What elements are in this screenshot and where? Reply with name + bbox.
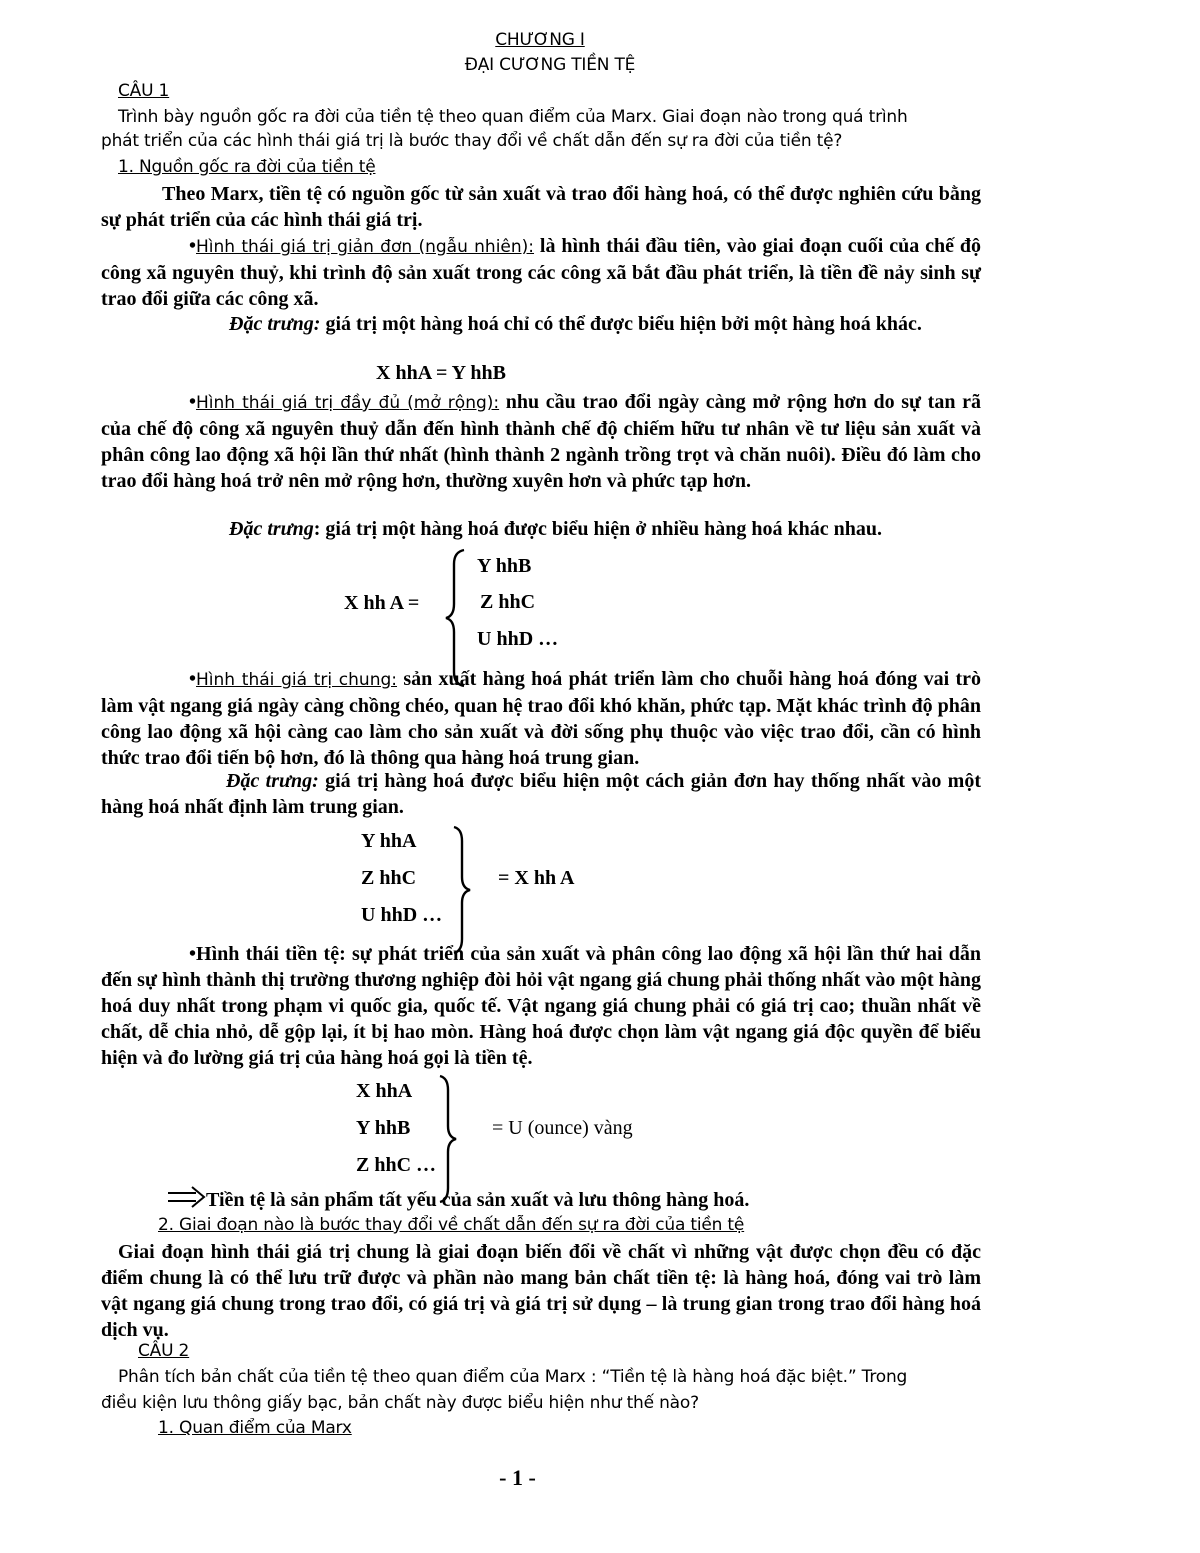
chapter-title: CHƯƠNG I (495, 30, 585, 50)
bullet: • (189, 391, 197, 413)
section-2-title: 2. Giai đoạn nào là bước thay đổi về chất dẫn đến sự ra đời của tiền tệ (158, 1215, 745, 1235)
formula-expanded-lhs: X hh A = (344, 592, 420, 614)
formula-expanded-item: U hhD … (477, 628, 559, 650)
formula-general-item: U hhD … (361, 904, 443, 926)
formula-general-item: Y hhA (361, 830, 417, 852)
feature-label: Đặc trưng (229, 518, 314, 540)
question-2-text-line1: Phân tích bản chất của tiền tệ theo quan điểm của Marx : “Tiền tệ là hàng hoá đặc biệt.” Trong (118, 1367, 908, 1387)
formula-money-item: Y hhB (356, 1117, 411, 1139)
bullet: • (189, 668, 197, 690)
form-expanded-paragraph (101, 389, 981, 494)
form-expanded-text: nhu cầu trao đổi ngày càng mở rộng hơn do sự tan rã của chế độ công xã nguyên thuỷ dẫn đến hình thành chế độ chiếm hữu tư nhân về tư liệu sản xuất và phân công lao động xã hội lần thứ nhất (hình thành 2 ngành trồng trọt và chăn nuôi). Điều đó làm cho trao đổi hàng hoá trở nên mở rộng hơn, thường xuyên hơn và phức tạp hơn. (101, 391, 981, 492)
intro-paragraph: Theo Marx, tiền tệ có nguồn gốc từ sản xuất và trao đổi hàng hoá, có thể được nghiên cứu bằng sự phát triển của các hình thái giá trị. (101, 183, 981, 231)
conclusion: Tiền tệ là sản phẩm tất yếu của sản xuất và lưu thông hàng hoá. (206, 1189, 750, 1211)
question-1-label: CÂU 1 (118, 81, 170, 101)
formula-expanded-item: Z hhC (480, 591, 536, 613)
right-brace-icon (436, 1074, 460, 1204)
question-2-section-1-title: 1. Quan điểm của Marx (158, 1418, 352, 1438)
formula-money-rhs: = U (ounce) vàng (492, 1117, 633, 1139)
formula-general-rhs: = X hh A (498, 867, 575, 889)
feature-label: Đặc trưng: (226, 770, 319, 792)
formula-money-item: Z hhC … (356, 1154, 437, 1176)
feature-text: giá trị hàng hoá được biểu hiện một cách giản đơn hay thống nhất vào một hàng hoá nhất định làm trung gian. (101, 770, 981, 818)
form-simple-feature (101, 311, 981, 337)
chapter-subtitle: ĐẠI CƯƠNG TIỀN TỆ (464, 55, 636, 75)
form-expanded-name: Hình thái giá trị đầy đủ (mở rộng): (196, 393, 500, 413)
page-number: - 1 - (499, 1465, 536, 1490)
question-1-text-line2: phát triển của các hình thái giá trị là bước thay đổi về chất dẫn đến sự ra đời của tiền tệ? (101, 131, 843, 151)
form-simple-name: Hình thái giá trị giản đơn (ngẫu nhiên): (196, 237, 535, 257)
form-expanded-feature (229, 518, 882, 541)
question-2-text-line2: điều kiện lưu thông giấy bạc, bản chất này được biểu hiện như thế nào? (101, 1393, 699, 1413)
formula-general-item: Z hhC (361, 867, 417, 889)
right-brace-icon (450, 825, 474, 955)
feature-text: giá trị một hàng hoá chỉ có thể được biểu hiện bởi một hàng hoá khác. (320, 313, 922, 335)
section-2-paragraph: Giai đoạn hình thái giá trị chung là giai đoạn biến đổi về chất vì những vật được chọn đều có đặc điểm chung là có thể lưu trữ được và phần nào mang bản chất tiền tệ: là hàng hoá, đóng vai trò làm vật ngang giá chung trong trao đổi, có giá trị và giá trị sử dụng – là trung gian trong trao đổi hàng hoá dịch vụ. (101, 1241, 981, 1341)
feature-text: : giá trị một hàng hoá được biểu hiện ở nhiều hàng hoá khác nhau. (313, 518, 882, 540)
question-1-text-line1: Trình bày nguồn gốc ra đời của tiền tệ theo quan điểm của Marx. Giai đoạn nào trong quá trình (118, 107, 908, 127)
form-general-paragraph (101, 666, 981, 771)
section-1-title: 1. Nguồn gốc ra đời của tiền tệ (118, 157, 376, 177)
form-simple-text: là hình thái đầu tiên, vào giai đoạn cuối của chế độ công xã nguyên thuỷ, khi trình độ sản xuất trong các công xã bắt đầu phát triển, là tiền đề nảy sinh sự trao đổi giữa các công xã. (101, 235, 982, 310)
form-simple-paragraph (101, 233, 981, 312)
form-general-name: Hình thái giá trị chung: (196, 670, 398, 690)
form-money-paragraph (101, 941, 981, 1071)
question-2-label: CÂU 2 (138, 1341, 190, 1361)
bullet: • (189, 235, 197, 257)
feature-label: Đặc trưng: (229, 313, 321, 335)
formula-money-item: X hhA (356, 1080, 413, 1102)
double-arrow-icon (166, 1184, 208, 1210)
form-general-text: sản xuất hàng hoá phát triển làm cho chuỗi hàng hoá đóng vai trò làm vật ngang giá ngày càng chồng chéo, quan hệ trao đổi khó khăn, phức tạp. Mặt khác trình độ phân công lao động xã hội càng cao làm cho sản xuất và đời sống phụ thuộc vào việc trao đổi, cần có hình thức trao đổi tiến bộ hơn, đó là thông qua hàng hoá trung gian. (101, 668, 982, 769)
form-general-feature (101, 768, 981, 820)
formula-expanded-item: Y hhB (477, 555, 532, 577)
bullet: • (189, 943, 197, 965)
form-money-text: Hình thái tiền tệ: sự phát triển của sản xuất và phân công lao động xã hội lần thứ hai dẫn đến sự hình thành thị trường thương nghiệp đòi hỏi vật ngang giá chung phải thống nhất vào một hàng hoá duy nhất trong phạm vi quốc gia, quốc tế. Vật ngang giá chung phải có giá trị cao; thuần nhất về chất, dễ chia nhỏ, dễ gộp lại, ít bị hao mòn. Hàng hoá được chọn làm vật ngang giá độc quyền để biểu hiện và đo lường giá trị của hàng hoá gọi là tiền tệ. (101, 943, 981, 1069)
formula-simple: X hhA = Y hhB (376, 362, 506, 384)
